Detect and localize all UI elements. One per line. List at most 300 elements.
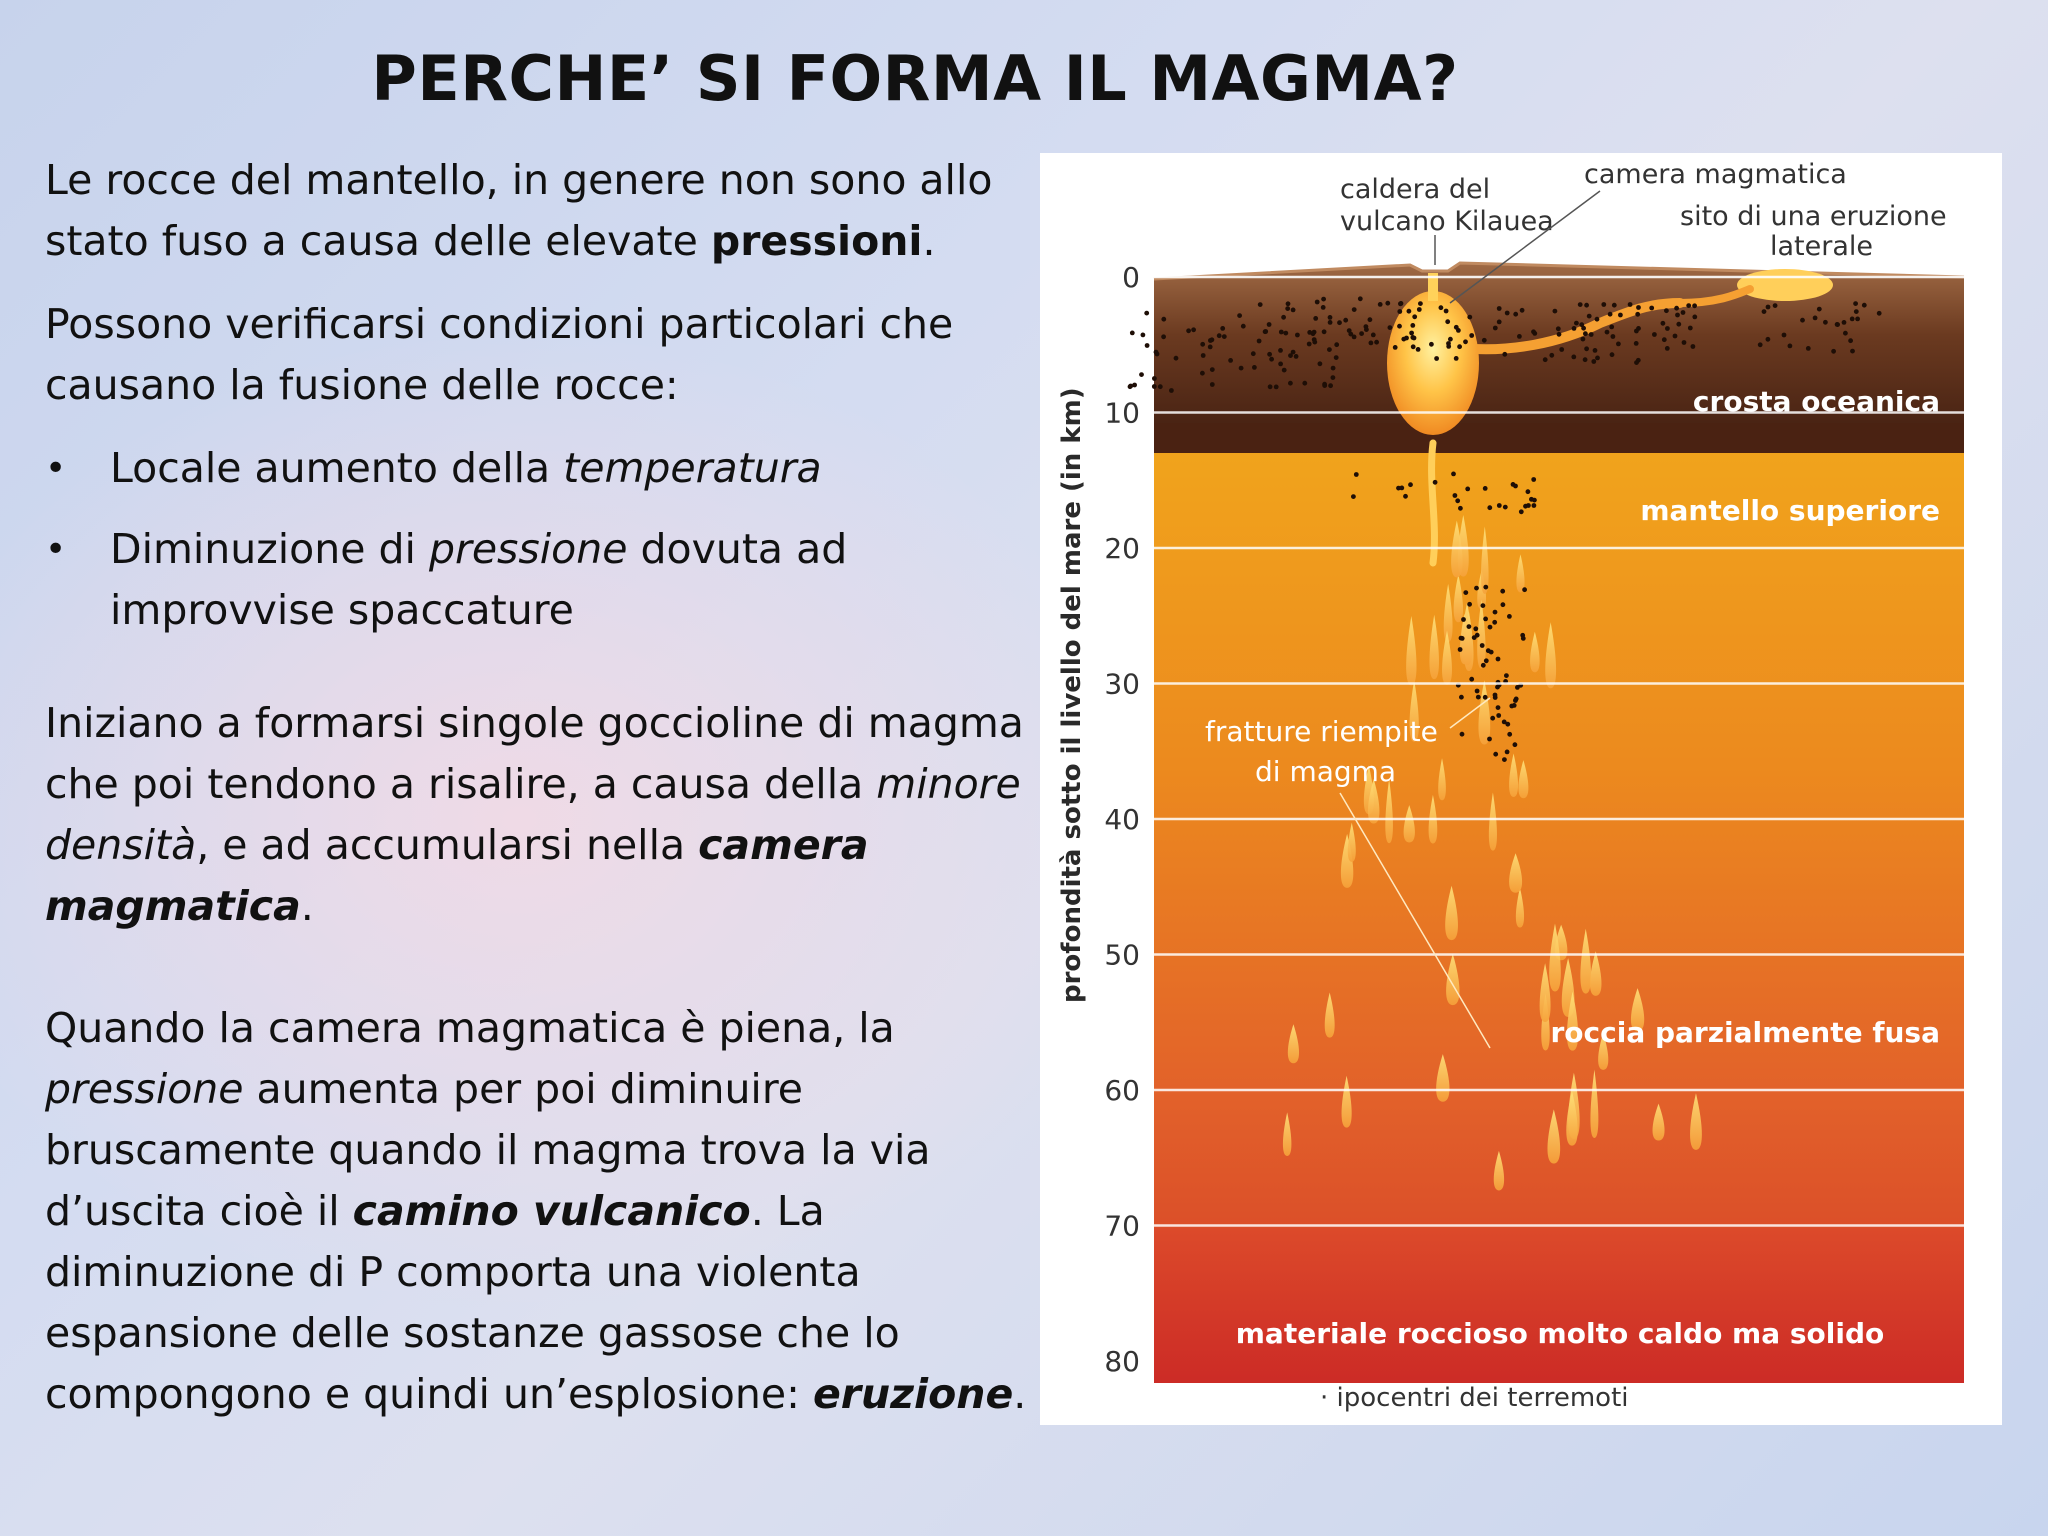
hypocenter-dot: [1831, 349, 1836, 354]
hypocenter-dot: [1497, 306, 1502, 311]
hypocenter-dot: [1483, 585, 1488, 590]
hypocenter-dot: [1835, 322, 1840, 327]
text-run: Diminuzione di: [110, 525, 429, 573]
hypocenter-dot: [1217, 333, 1222, 338]
hypocenter-dot: [1169, 388, 1174, 393]
hypocenter-dot: [1806, 346, 1811, 351]
hypocenter-dot: [1459, 695, 1464, 700]
text-run: .: [922, 217, 936, 265]
hypocenter-dot: [1222, 334, 1227, 339]
hypocenter-dot: [1529, 497, 1534, 502]
hypocenter-dot: [1312, 340, 1317, 345]
hypocenter-dot: [1321, 305, 1326, 310]
hypocenter-dot: [1531, 329, 1536, 334]
hypocenter-dot: [1766, 337, 1771, 342]
hypocenter-dot: [1291, 308, 1296, 313]
hypocenter-dot: [1396, 486, 1401, 491]
hypocenter-dot: [1691, 344, 1696, 349]
hypocenter-dot: [1474, 586, 1479, 591]
text-run: minore densità: [45, 760, 1021, 869]
hypocenter-dot: [1458, 506, 1463, 511]
fractures-label-1: fratture riempite: [1205, 715, 1438, 748]
hypocenter-dot: [1318, 361, 1323, 366]
hypocenter-dot: [1605, 330, 1610, 335]
hypocenter-dot: [1352, 335, 1357, 340]
hypocenter-dot: [1285, 306, 1290, 311]
hypocenter-dot: [1496, 705, 1501, 710]
hypocenter-dot: [1269, 357, 1274, 362]
hypocenter-dot: [1152, 384, 1157, 389]
hypocenter-dot: [1505, 722, 1510, 727]
hypocenter-dot: [1813, 316, 1818, 321]
hypocenter-dot: [1543, 357, 1548, 362]
hypocenter-dot: [1294, 354, 1299, 359]
hypocenter-dot: [1661, 321, 1666, 326]
hypocenter-dot: [1686, 303, 1691, 308]
hypocenter-dot: [1842, 320, 1847, 325]
hypocenter-dot: [1583, 357, 1588, 362]
hypocenter-dot: [1278, 348, 1283, 353]
hypocenter-dot: [1515, 685, 1520, 690]
hypocenter-dot: [1850, 349, 1855, 354]
hypocenter-dot: [1788, 344, 1793, 349]
hypocenter-dot: [1512, 703, 1517, 708]
hypocenter-dot: [1267, 352, 1272, 357]
hypocenter-dot: [1493, 610, 1498, 615]
hypocenter-dot: [1354, 472, 1359, 477]
hypocenter-dot: [1487, 737, 1492, 742]
hypocenter-dot: [1674, 306, 1679, 311]
hypocenter-dot: [1239, 366, 1244, 371]
hypocenter-dot: [1584, 346, 1589, 351]
hypocenter-dot: [1407, 309, 1412, 314]
hypocenter-dot: [1664, 308, 1669, 313]
hypocenter-dot: [1855, 317, 1860, 322]
hypocenter-dot: [1583, 331, 1588, 336]
hypocenter-dot: [1496, 713, 1501, 718]
hypocenter-dot: [1451, 472, 1456, 477]
hypocenter-dot: [1328, 315, 1333, 320]
hypocenter-dot: [1460, 732, 1465, 737]
hypocenter-dot: [1526, 489, 1531, 494]
hypocenter-dot: [1191, 327, 1196, 332]
text-run: dovuta ad improvvise spaccature: [110, 525, 848, 634]
hypocenter-dot: [1401, 337, 1406, 342]
hypocenter-dot: [1334, 355, 1339, 360]
hypocenter-dot: [1210, 367, 1215, 372]
hypocenter-dot: [1843, 331, 1848, 336]
depth-axis-label: profondità sotto il livello del mare (in km): [1057, 387, 1087, 1003]
partially-melted-label: roccia parzialmente fusa: [1550, 1016, 1940, 1049]
hypocenter-dot: [1258, 302, 1263, 307]
hypocenter-dot: [1388, 325, 1393, 330]
hypocenter-dot: [1609, 325, 1614, 330]
text-run: eruzione: [812, 1370, 1014, 1418]
hypocenter-dot: [1507, 614, 1512, 619]
hypocenter-dot: [1601, 302, 1606, 307]
hypocenter-dot: [1502, 352, 1507, 357]
paragraph-eruption: [45, 998, 1035, 1425]
text-run: pressione: [45, 1065, 244, 1113]
hypocenter-dot: [1574, 321, 1579, 326]
hypocenter-dot: [1241, 324, 1246, 329]
hypocenter-dot: [1665, 326, 1670, 331]
hypocenter-dot: [1408, 482, 1413, 487]
hypocenter-dot: [1557, 332, 1562, 337]
depth-ticks: [1104, 261, 1140, 1378]
hypocenter-dot: [1334, 342, 1339, 347]
text-run: .: [300, 882, 314, 930]
hypocenter-dot: [1201, 353, 1206, 358]
hypocenter-dot: [1502, 757, 1507, 762]
hypocenter-dot: [1634, 341, 1639, 346]
hypocenter-dot: [1154, 350, 1159, 355]
hypocenter-dot: [1486, 648, 1491, 653]
text-run: Quando la camera magmatica è piena, la: [45, 1004, 895, 1052]
hypocenter-dot: [1393, 345, 1398, 350]
hypocenter-dot: [1493, 326, 1498, 331]
hypocenter-dot: [1322, 383, 1327, 388]
hypocenter-dot: [1636, 305, 1641, 310]
hypocenter-dot: [1572, 326, 1577, 331]
hypocenter-dot: [1282, 368, 1287, 373]
hypocenter-dot: [1252, 365, 1257, 370]
hypocenter-dot: [1634, 329, 1639, 334]
hypocenter-dot: [1503, 505, 1508, 510]
hypocenter-dot: [1286, 301, 1291, 306]
hypocenter-dot: [1476, 695, 1481, 700]
bullet-pressure: [45, 519, 1035, 641]
hypocenter-dot: [1571, 355, 1576, 360]
hypocenter-dot: [1681, 310, 1686, 315]
text-run: Locale aumento della: [110, 444, 564, 492]
hypocenter-dot: [1359, 331, 1364, 336]
hypocenter-dot: [1493, 752, 1498, 757]
hypocenter-dot: [1409, 331, 1414, 336]
hypocenter-dot: [1251, 351, 1256, 356]
hypocenter-dot: [1288, 381, 1293, 386]
hypocenter-dot: [1456, 328, 1461, 333]
depth-tick-label: 20: [1104, 532, 1140, 565]
hypocenter-dot: [1267, 322, 1272, 327]
hypocenter-dot: [1520, 308, 1525, 313]
hypocenter-dot: [1448, 337, 1453, 342]
hypocenter-dot: [1584, 303, 1589, 308]
hypocenter-dot: [1459, 636, 1464, 641]
hypocenter-dot: [1434, 356, 1439, 361]
hypocenter-dot: [1634, 360, 1639, 365]
hypocenter-dot: [1559, 347, 1564, 352]
hypocenter-dot: [1351, 494, 1356, 499]
hypocenter-dot: [1504, 673, 1509, 678]
hypocenter-dot: [1497, 320, 1502, 325]
hypocenter-dot: [1587, 314, 1592, 319]
depth-tick-label: 0: [1122, 261, 1140, 294]
text-run: Iniziano a formarsi singole goccioline di magma che poi tendono a risalire, a causa della: [45, 699, 1024, 808]
moho-band: [1154, 421, 1964, 453]
hypocenter-dot: [1595, 356, 1600, 361]
lateral-eruption-label-1: sito di una eruzione: [1680, 201, 1947, 232]
hypocenter-dot: [1429, 342, 1434, 347]
hypocenter-dot: [1662, 337, 1667, 342]
hypocenter-dot: [1593, 348, 1598, 353]
hypocenter-dot: [1465, 487, 1470, 492]
hypocenter-dot: [1307, 342, 1312, 347]
hypocenter-dot: [1862, 303, 1867, 308]
text-run: Possono verificarsi condizioni particolari che causano la fusione delle rocce:: [45, 300, 954, 409]
hot-solid-layer: [1154, 1228, 1964, 1383]
hypocenter-dot: [1263, 329, 1268, 334]
hypocenter-dot: [1161, 334, 1166, 339]
depth-tick-label: 10: [1104, 396, 1140, 430]
hypocenter-dot: [1556, 326, 1561, 331]
hypocenter-dot: [1331, 375, 1336, 380]
hypocenter-dot: [1321, 297, 1326, 302]
hypocenter-dot: [1513, 698, 1518, 703]
hypocenter-dot: [1274, 385, 1279, 390]
hypocenter-dot: [1174, 356, 1179, 361]
hypocenter-dot: [1418, 301, 1423, 306]
text-run: pressione: [428, 525, 628, 573]
text-run: . La diminuzione di P comporta una violenta espansione delle sostanze gassose che lo compongono e quindi un’esplosione:: [45, 1187, 900, 1418]
hypocenter-dot: [1186, 328, 1191, 333]
hypocenter-dot: [1328, 383, 1333, 388]
hypocenter-dot: [1364, 327, 1369, 332]
paragraph-droplets: [45, 693, 1035, 937]
hypocenter-dot: [1311, 331, 1316, 336]
text-run: Le rocce del mantello, in genere non sono allo stato fuso a causa delle elevate: [45, 156, 993, 265]
hypocenter-dot: [1328, 320, 1333, 325]
hypocenter-dot: [1132, 383, 1137, 388]
hypocenter-dot: [1139, 372, 1144, 377]
hypocenter-dot: [1483, 617, 1488, 622]
hypocenter-dot: [1480, 643, 1485, 648]
hypocenter-dot: [1374, 340, 1379, 345]
hot-solid-label: materiale roccioso molto caldo ma solido: [1235, 1317, 1885, 1350]
hypocenter-dot: [1517, 334, 1522, 339]
hypocenter-dot: [1445, 319, 1450, 324]
hypocenter-dot: [1237, 313, 1242, 318]
hypocenter-dot: [1210, 382, 1215, 387]
hypocenter-dot: [1412, 314, 1417, 319]
hypocenter-dot: [1519, 509, 1524, 514]
hypocenter-dot: [1467, 315, 1472, 320]
hypocenter-dot: [1268, 384, 1273, 389]
hypocenter-dot: [1279, 330, 1284, 335]
hypocenter-dot: [1473, 626, 1478, 631]
hypocenter-dot: [1618, 313, 1623, 318]
text-column: [45, 150, 1035, 1425]
hypocenter-dot: [1446, 341, 1451, 346]
hypocenter-dot: [1608, 312, 1613, 317]
hypocenter-dot: [1322, 329, 1327, 334]
hypocenter-dot: [1513, 312, 1518, 317]
hypocenter-dot: [1611, 334, 1616, 339]
fractures-label-2: di magma: [1255, 755, 1397, 788]
magma-diagram-svg: [1040, 153, 2002, 1425]
hypocenter-dot: [1283, 331, 1288, 336]
hypocenter-dot: [1481, 663, 1486, 668]
hypocenter-dot: [1501, 602, 1506, 607]
lateral-eruption-site: [1737, 269, 1833, 301]
hypocenter-dot: [1358, 296, 1363, 301]
hypocenter-dot: [1469, 677, 1474, 682]
hypocenter-dot: [1877, 311, 1882, 316]
upper-mantle-label: mantello superiore: [1640, 494, 1940, 527]
hypocenter-dot: [1483, 695, 1488, 700]
depth-tick-label: 50: [1104, 938, 1140, 972]
hypocenter-dot: [1484, 658, 1489, 663]
hypocenter-dot: [1692, 315, 1697, 320]
hypocenter-dot: [1352, 307, 1357, 312]
lateral-eruption-label-2: laterale: [1770, 231, 1874, 262]
hypocenter-dot: [1457, 344, 1462, 349]
caldera-label-1: caldera del: [1340, 174, 1491, 205]
hypocenter-dot: [1523, 504, 1528, 509]
paragraph-pressure: [45, 150, 1035, 272]
hypocenter-dot: [1850, 317, 1855, 322]
hypocenter-dot: [1313, 316, 1318, 321]
depth-tick-label: 70: [1104, 1209, 1140, 1243]
hypocenter-dot: [1331, 366, 1336, 371]
hypocenter-dot: [1628, 302, 1633, 307]
hypocenter-dot: [1403, 494, 1408, 499]
hypocenter-dot: [1417, 307, 1422, 312]
text-run: temperatura: [563, 444, 822, 492]
hypocenter-dot: [1455, 498, 1460, 503]
text-run: camino vulcanico: [352, 1187, 751, 1235]
hypocenter-dot: [1152, 376, 1157, 381]
hypocenter-dot: [1463, 590, 1468, 595]
hypocenter-dot: [1144, 311, 1149, 316]
text-run: , e ad accumularsi nella: [196, 821, 699, 869]
chamber-label: camera magmatica: [1584, 159, 1847, 190]
hypocenter-dot: [1161, 317, 1166, 322]
conditions-list: [45, 438, 1035, 641]
hypocenter-dot: [1483, 486, 1488, 491]
hypocenter-dot: [1158, 384, 1163, 389]
hypocenter-dot: [1675, 313, 1680, 318]
text-run: camera magmatica: [45, 821, 869, 930]
depth-tick-label: 80: [1104, 1345, 1140, 1378]
hypocenter-dot: [1416, 347, 1421, 352]
hypocenter-dot: [1200, 342, 1205, 347]
slide-title: PERCHE’ SI FORMA IL MAGMA?: [371, 42, 1459, 115]
hypocenter-dot: [1467, 624, 1472, 629]
hypocenter-dot: [1522, 587, 1527, 592]
hypocenter-dot: [1500, 589, 1505, 594]
text-run: pressioni: [710, 217, 923, 265]
hypocenter-dot: [1553, 309, 1558, 314]
hypocenter-dot: [1591, 359, 1596, 364]
hypocenter-dot: [1800, 318, 1805, 323]
hypocenter-dot: [1281, 315, 1286, 320]
hypocenter-dot: [1220, 326, 1225, 331]
hypocenter-legend: · ipocentri dei terremoti: [1320, 1383, 1629, 1413]
paragraph-conditions: [45, 294, 1035, 416]
hypocenter-dot: [1482, 338, 1487, 343]
hypocenter-dot: [1433, 480, 1438, 485]
hypocenter-dot: [1688, 326, 1693, 331]
hypocenter-dot: [1692, 303, 1697, 308]
hypocenter-dot: [1385, 301, 1390, 306]
hypocenter-dot: [1635, 312, 1640, 317]
hypocenter-dot: [1853, 301, 1858, 306]
hypocenter-dot: [1208, 338, 1213, 343]
hypocenter-dot: [1682, 340, 1687, 345]
magma-diagram: [1040, 153, 2002, 1425]
hypocenter-dot: [1453, 493, 1458, 498]
hypocenter-dot: [1823, 320, 1828, 325]
bullet-temperature: [45, 438, 1035, 499]
hypocenter-dot: [1497, 503, 1502, 508]
hypocenter-dot: [1397, 324, 1402, 329]
depth-tick-label: 40: [1104, 803, 1140, 836]
hypocenter-dot: [1208, 345, 1213, 350]
hypocenter-dot: [1848, 338, 1853, 343]
hypocenter-dot: [1295, 333, 1300, 338]
hypocenter-dot: [1612, 303, 1617, 308]
hypocenter-dot: [1581, 337, 1586, 342]
hypocenter-dot: [1411, 344, 1416, 349]
hypocenter-dot: [1595, 317, 1600, 322]
hypocenter-dot: [1854, 309, 1859, 314]
hypocenter-dot: [1410, 323, 1415, 328]
caldera-label-2: vulcano Kilauea: [1340, 206, 1554, 237]
hypocenter-dot: [1492, 620, 1497, 625]
hypocenter-dot: [1368, 317, 1373, 322]
hypocenter-dot: [1475, 689, 1480, 694]
text-run: aumenta per poi diminuire bruscamente quando il magma trova la via d’uscita cioè il: [45, 1065, 931, 1235]
depth-tick-label: 60: [1104, 1074, 1140, 1107]
hypocenter-dot: [1469, 333, 1474, 338]
hypocenter-dot: [1315, 300, 1320, 305]
feeder-conduit: [1432, 443, 1435, 563]
hypocenter-dot: [1507, 732, 1512, 737]
hypocenter-dot: [1649, 306, 1654, 311]
hypocenter-dot: [1291, 350, 1296, 355]
hypocenter-dot: [1773, 303, 1778, 308]
hypocenter-dot: [1410, 335, 1415, 340]
hypocenter-dot: [1521, 636, 1526, 641]
hypocenter-dot: [1616, 342, 1621, 347]
hypocenter-dot: [1532, 503, 1537, 508]
hypocenter-dot: [1327, 347, 1332, 352]
hypocenter-dot: [1762, 309, 1767, 314]
hypocenter-dot: [1758, 342, 1763, 347]
hypocenter-dot: [1665, 346, 1670, 351]
hypocenter-dot: [1343, 318, 1348, 323]
hypocenter-dot: [1481, 603, 1486, 608]
hypocenter-dot: [1766, 305, 1771, 310]
hypocenter-dot: [1398, 301, 1403, 306]
text-run: .: [1013, 1370, 1027, 1418]
hypocenter-dot: [1467, 602, 1472, 607]
hypocenter-dot: [1531, 477, 1536, 482]
hypocenter-dot: [1145, 343, 1150, 348]
hypocenter-dot: [1439, 305, 1444, 310]
hypocenter-dot: [1589, 332, 1594, 337]
hypocenter-dot: [1458, 647, 1463, 652]
hypocenter-dot: [1444, 309, 1449, 314]
hypocenter-dot: [1475, 633, 1480, 638]
hypocenter-dot: [1337, 320, 1342, 325]
hypocenter-dot: [1505, 311, 1510, 316]
hypocenter-dot: [1302, 381, 1307, 386]
hypocenter-dot: [1378, 302, 1383, 307]
hypocenter-dot: [1578, 302, 1583, 307]
hypocenter-dot: [1461, 617, 1466, 622]
